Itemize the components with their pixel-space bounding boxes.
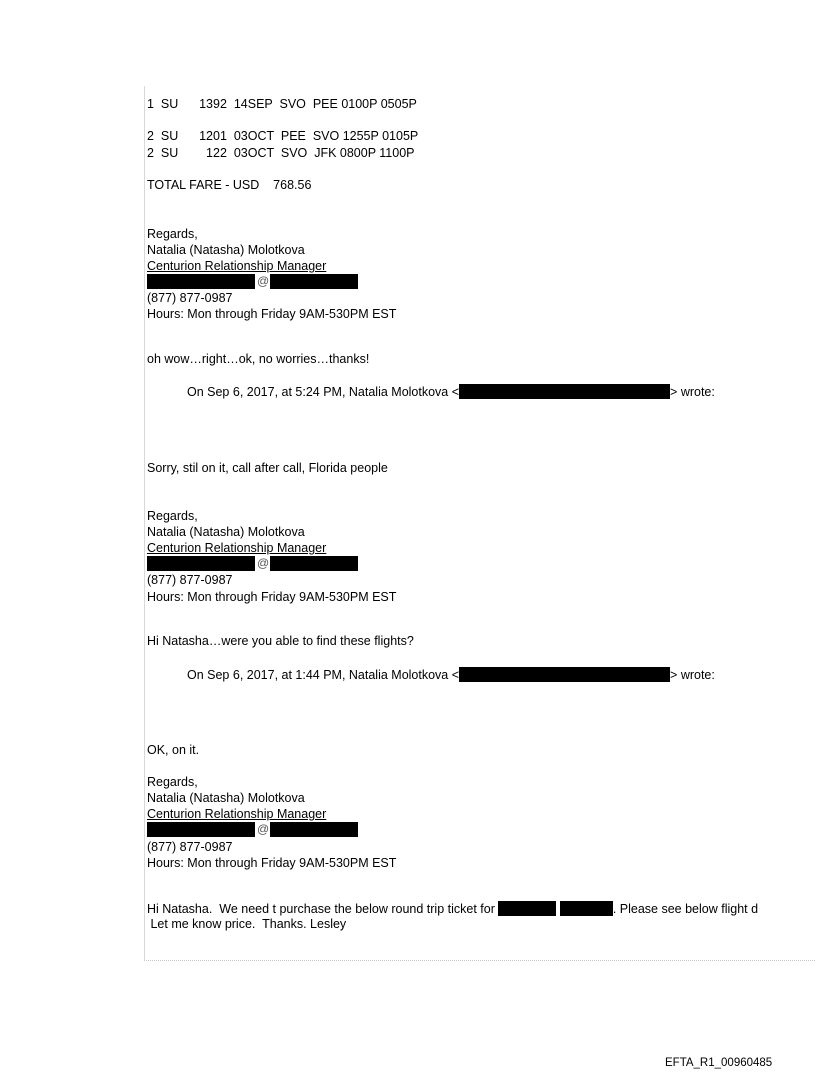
sig3-email-at: @: [257, 822, 270, 836]
sig2-name: Natalia (Natasha) Molotkova: [147, 525, 305, 539]
sig2-email-redaction-left: [147, 556, 255, 571]
document-id: EFTA_R1_00960485: [665, 1057, 773, 1069]
sig1-regards: Regards,: [147, 227, 198, 241]
sig3-phone: (877) 877-0987: [147, 840, 233, 854]
request-prefix: Hi Natasha. We need t purchase the below round trip ticket for: [147, 902, 495, 916]
sig3-hours: Hours: Mon through Friday 9AM-530PM EST: [147, 856, 397, 870]
sig3-email-redaction-left: [147, 822, 255, 837]
sig1-email-redaction-right: [270, 274, 358, 289]
sig1-email-at: @: [257, 274, 270, 288]
quote-header-1-suffix: > wrote:: [670, 385, 715, 399]
sig1-phone: (877) 877-0987: [147, 291, 233, 305]
sig2-email-at: @: [257, 556, 270, 570]
sig3-name: Natalia (Natasha) Molotkova: [147, 791, 305, 805]
quote-header-2-suffix: > wrote:: [670, 668, 715, 682]
request-suffix: . Please see below flight d: [612, 902, 759, 916]
reply-2: Hi Natasha…were you able to find these flights?: [147, 634, 414, 648]
reply-1: oh wow…right…ok, no worries…thanks!: [147, 352, 370, 366]
quote-header-1: [187, 384, 715, 399]
sig3-regards: Regards,: [147, 775, 198, 789]
quote-header-2: [187, 667, 715, 682]
request-name-redaction-2: [560, 901, 613, 916]
request-line-1: [147, 901, 758, 916]
sig3-email-redaction-right: [270, 822, 358, 837]
quote-header-2-prefix: On Sep 6, 2017, at 1:44 PM, Natalia Molotkova <: [187, 668, 460, 682]
sig3-title: Centurion Relationship Manager: [147, 807, 327, 821]
quote-header-1-email-redaction: [459, 384, 670, 399]
sig2-email-redaction-right: [270, 556, 358, 571]
sig2-phone: (877) 877-0987: [147, 573, 233, 587]
sig1-hours: Hours: Mon through Friday 9AM-530PM EST: [147, 307, 397, 321]
sig1-email-redaction-left: [147, 274, 255, 289]
quote-header-1-prefix: On Sep 6, 2017, at 5:24 PM, Natalia Molotkova <: [187, 385, 460, 399]
sig1-title: Centurion Relationship Manager: [147, 259, 327, 273]
flight-line-2: 2 SU 1201 03OCT PEE SVO 1255P 0105P: [147, 129, 419, 143]
sig2-regards: Regards,: [147, 509, 198, 523]
request-line-2: Let me know price. Thanks. Lesley: [147, 917, 347, 931]
flight-line-1: 1 SU 1392 14SEP SVO PEE 0100P 0505P: [147, 97, 417, 111]
message-body-1: Sorry, stil on it, call after call, Florida people: [147, 461, 388, 475]
quote-header-2-email-redaction: [459, 667, 670, 682]
sig1-name: Natalia (Natasha) Molotkova: [147, 243, 305, 257]
request-name-redaction-1: [498, 901, 556, 916]
sig2-title: Centurion Relationship Manager: [147, 541, 327, 555]
total-fare: TOTAL FARE - USD 768.56: [147, 178, 312, 192]
message-body-2: OK, on it.: [147, 743, 200, 757]
flight-line-3: 2 SU 122 03OCT SVO JFK 0800P 1100P: [147, 146, 415, 160]
sig2-hours: Hours: Mon through Friday 9AM-530PM EST: [147, 590, 397, 604]
